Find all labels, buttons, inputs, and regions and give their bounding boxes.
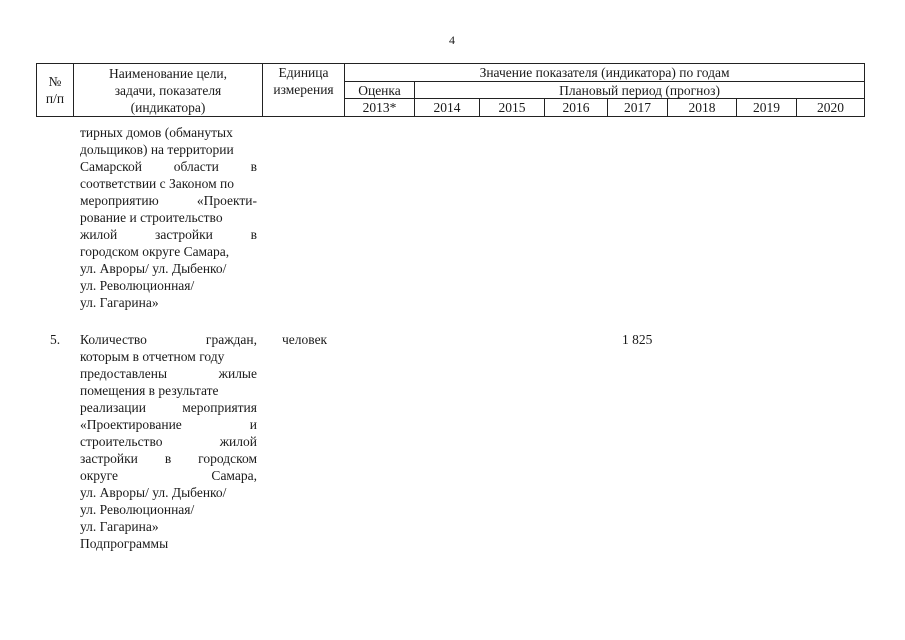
continuation-line: ул. Авроры/ ул. Дыбенко/ [80, 261, 227, 276]
row-5-line: помещения в результате [80, 383, 219, 398]
row-5-line: «Проектирование и [80, 417, 257, 432]
header-unit-cell [263, 64, 345, 117]
row-5-line: ул. Авроры/ ул. Дыбенко/ [80, 485, 227, 500]
continuation-line: мероприятию «Проекти- [80, 193, 257, 208]
header-number-line1: № [48, 74, 62, 89]
indicator-table-header [36, 63, 865, 117]
row-5-line: ул. Гагарина» [80, 519, 159, 534]
header-name-line2: задачи, показателя [114, 82, 222, 98]
header-unit-line1: Единица [278, 65, 329, 80]
continuation-text [80, 124, 257, 311]
row-5-line: Количество граждан, [80, 332, 257, 347]
continuation-line: городском округе Самара, [80, 244, 230, 259]
page-number: 4 [449, 33, 455, 47]
row-5-line: которым в отчетном году [80, 349, 225, 364]
row-5-line: Подпрограммы [80, 536, 169, 551]
header-year-2015: 2015 [480, 99, 545, 117]
continuation-line: соответствии с Законом по [80, 176, 235, 191]
header-name-line3: (индикатора) [130, 99, 206, 115]
row-5-line: ул. Революционная/ [80, 502, 195, 517]
header-year-2017: 2017 [608, 99, 668, 117]
row-5-line: строительство жилой [80, 434, 257, 449]
row-5-description [80, 331, 257, 552]
row-5-line: застройки в городском [80, 451, 257, 466]
header-plan-title: Плановый период (прогноз) [415, 82, 865, 99]
header-year-2018: 2018 [668, 99, 737, 117]
row-5-line: округе Самара, [80, 468, 257, 483]
header-year-2019: 2019 [737, 99, 797, 117]
row-5-unit: человек [282, 332, 328, 347]
header-name-cell [74, 64, 263, 117]
header-number-cell [37, 64, 74, 117]
continuation-line: ул. Гагарина» [80, 295, 159, 310]
header-year-2020: 2020 [797, 99, 865, 117]
row-5-line: предоставлены жилые [80, 366, 257, 381]
row-5-number: 5. [50, 332, 61, 347]
header-values-title: Значение показателя (индикатора) по годам [345, 64, 865, 82]
continuation-line: жилой застройки в [80, 227, 257, 242]
header-number-line2: п/п [45, 91, 65, 106]
continuation-line: ул. Революционная/ [80, 278, 195, 293]
header-estimate-label: Оценка [345, 82, 415, 99]
continuation-line: Самарской области в [80, 159, 257, 174]
row-5-value-2017: 1 825 [622, 332, 653, 347]
continuation-line: тирных домов (обманутых [80, 125, 233, 140]
continuation-line: рование и строительство [80, 210, 223, 225]
header-unit-line2: измерения [273, 82, 334, 97]
continuation-line: дольщиков) на территории [80, 142, 234, 157]
header-estimate-year: 2013* [345, 99, 415, 117]
header-year-2014: 2014 [415, 99, 480, 117]
header-year-2016: 2016 [545, 99, 608, 117]
header-name-line1: Наименование цели, [108, 65, 228, 81]
row-5-line: реализации мероприятия [80, 400, 257, 415]
